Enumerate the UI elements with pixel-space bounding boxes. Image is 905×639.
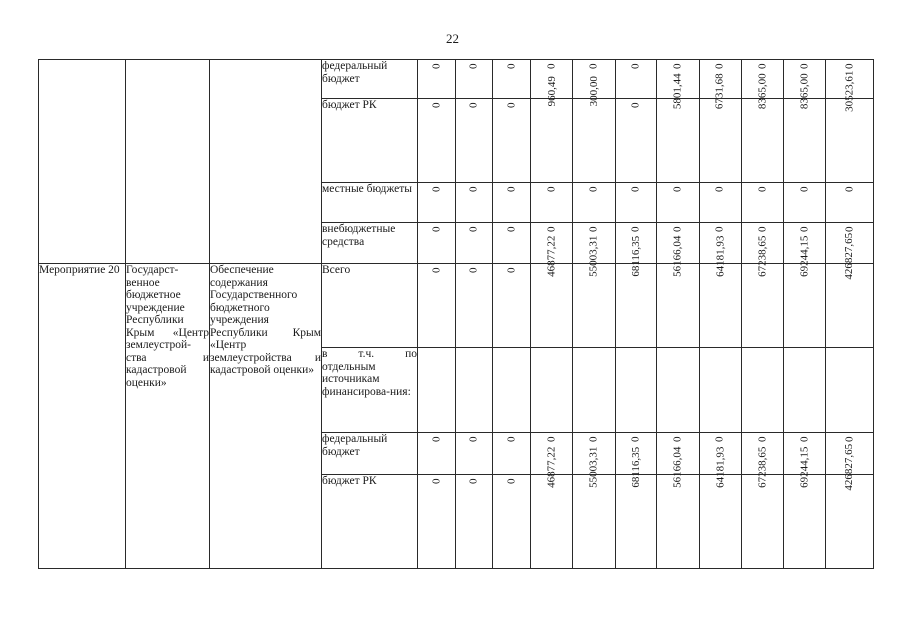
amount-cell (456, 348, 493, 433)
amount-cell (784, 73, 826, 183)
amount-value: 0 (545, 226, 558, 232)
amount-cell (615, 60, 657, 99)
amount-value: 55003,31 (587, 235, 600, 277)
funding-source-cell: федеральный бюджет (322, 433, 418, 475)
amount-cell (493, 433, 531, 475)
amount-value: 0 (671, 226, 684, 232)
amount-value: 0 (671, 63, 684, 69)
amount-value: 0 (798, 226, 811, 232)
amount-value: 0 (713, 436, 726, 442)
amount-value: 0 (843, 63, 856, 69)
amount-value: 426827,65 (843, 232, 856, 280)
amount-cell (531, 446, 573, 569)
amount-value: 0 (430, 267, 443, 273)
amount-cell (418, 264, 456, 348)
amount-value: 0 (843, 436, 856, 442)
amount-cell (741, 446, 783, 569)
amount-value: 0 (545, 186, 558, 192)
amount-cell (615, 99, 657, 183)
amount-cell (826, 70, 874, 183)
amount-cell (784, 235, 826, 348)
amount-value: 0 (843, 186, 856, 192)
amount-cell (615, 183, 657, 223)
amount-value: 0 (505, 102, 518, 108)
amount-cell (784, 348, 826, 433)
amount-value: 0 (430, 63, 443, 69)
amount-cell (493, 60, 531, 99)
amount-value: 68116,35 (629, 235, 642, 277)
previous-event-number-cell (39, 60, 126, 264)
table-row (39, 60, 874, 99)
amount-cell (699, 348, 741, 433)
amount-value: 55003,31 (587, 446, 600, 488)
amount-value: 0 (671, 436, 684, 442)
amount-value: 0 (629, 436, 642, 442)
amount-value: 0 (467, 63, 480, 69)
amount-value: 0 (467, 436, 480, 442)
amount-value: 46877,22 (545, 446, 558, 488)
amount-value: 0 (629, 63, 642, 69)
amount-value: 0 (430, 436, 443, 442)
amount-cell (741, 183, 783, 223)
amount-value: 0 (798, 436, 811, 442)
amount-value: 64181,93 (713, 446, 726, 488)
amount-cell (493, 183, 531, 223)
amount-cell (657, 183, 699, 223)
amount-value: 0 (798, 186, 811, 192)
amount-cell (493, 475, 531, 569)
amount-value: 0 (505, 436, 518, 442)
amount-value: 5801,44 (671, 73, 684, 110)
funding-source-cell: бюджет РК (322, 475, 418, 569)
amount-value: 0 (756, 186, 769, 192)
funding-source-cell: местные бюджеты (322, 183, 418, 223)
amount-value: 30523,61 (843, 70, 856, 112)
amount-cell (657, 235, 699, 348)
amount-cell (699, 235, 741, 348)
amount-cell (531, 183, 573, 223)
amount-value: 960,49 (545, 76, 558, 107)
funding-source-cell: в т.ч. по отдельным источникам финансирова-ния: (322, 348, 418, 433)
funding-source-cell: Всего (322, 264, 418, 348)
funding-source-cell: внебюджетные средства (322, 223, 418, 264)
amount-cell (573, 183, 615, 223)
amount-value: 69244,15 (798, 446, 811, 488)
amount-cell (531, 76, 573, 183)
amount-value: 0 (671, 186, 684, 192)
amount-cell (741, 235, 783, 348)
amount-cell (493, 223, 531, 264)
amount-value: 0 (587, 186, 600, 192)
amount-value: 426827,65 (843, 443, 856, 491)
amount-cell (418, 99, 456, 183)
amount-value: 0 (505, 63, 518, 69)
amount-value: 0 (756, 436, 769, 442)
amount-value: 0 (467, 102, 480, 108)
page-number: 22 (446, 31, 459, 46)
amount-value: 68116,35 (629, 446, 642, 488)
amount-cell (456, 433, 493, 475)
amount-value: 6731,68 (713, 73, 726, 110)
amount-value: 0 (467, 267, 480, 273)
amount-cell (699, 446, 741, 569)
amount-value: 0 (587, 436, 600, 442)
amount-value: 56166,04 (671, 235, 684, 277)
amount-cell (418, 433, 456, 475)
amount-value: 300,00 (587, 76, 600, 107)
amount-cell (531, 235, 573, 348)
amount-value: 0 (713, 186, 726, 192)
amount-cell (615, 348, 657, 433)
amount-value: 0 (843, 226, 856, 232)
event-title-cell: Обеспечение содержания Государственного бюджетного учреждения Республики Крым «Центр землеустройства и кадастровой оценки» (210, 264, 322, 569)
amount-value: 8365,00 (756, 73, 769, 110)
amount-cell (531, 348, 573, 433)
amount-cell (826, 232, 874, 348)
amount-value: 0 (629, 186, 642, 192)
amount-cell (826, 348, 874, 433)
amount-value: 0 (467, 478, 480, 484)
amount-value: 0 (629, 102, 642, 108)
amount-cell (741, 73, 783, 183)
amount-value: 0 (505, 186, 518, 192)
amount-value: 0 (505, 267, 518, 273)
amount-value: 0 (713, 63, 726, 69)
amount-cell (418, 475, 456, 569)
amount-cell (741, 348, 783, 433)
amount-value: 67238,65 (756, 446, 769, 488)
amount-value: 0 (545, 63, 558, 69)
amount-cell (493, 348, 531, 433)
funding-source-cell: федеральный бюджет (322, 60, 418, 99)
amount-cell (699, 183, 741, 223)
amount-value: 0 (505, 478, 518, 484)
amount-value: 69244,15 (798, 235, 811, 277)
amount-cell (573, 235, 615, 348)
previous-executor-cell (126, 60, 210, 264)
amount-value: 0 (629, 226, 642, 232)
amount-cell (493, 99, 531, 183)
amount-value: 0 (798, 63, 811, 69)
amount-cell (657, 73, 699, 183)
amount-cell (493, 264, 531, 348)
amount-cell (573, 446, 615, 569)
amount-cell (826, 443, 874, 569)
amount-cell (615, 235, 657, 348)
amount-cell (657, 446, 699, 569)
amount-value: 0 (756, 226, 769, 232)
amount-cell (418, 223, 456, 264)
amount-cell (418, 348, 456, 433)
amount-cell (573, 76, 615, 183)
amount-cell (784, 183, 826, 223)
amount-cell (826, 183, 874, 223)
amount-cell (615, 446, 657, 569)
amount-value: 0 (430, 478, 443, 484)
amount-value: 0 (587, 226, 600, 232)
amount-value: 0 (756, 63, 769, 69)
amount-cell (456, 183, 493, 223)
amount-cell (657, 348, 699, 433)
amount-cell (456, 264, 493, 348)
amount-cell (699, 73, 741, 183)
amount-value: 56166,04 (671, 446, 684, 488)
amount-cell (456, 60, 493, 99)
amount-cell (456, 223, 493, 264)
amount-value: 0 (467, 226, 480, 232)
event-executor-cell: Государст-венное бюджетное учреждение Республики Крым «Центр землеустрой-ства и кадастровой оценки» (126, 264, 210, 569)
amount-cell (456, 475, 493, 569)
amount-value: 0 (587, 63, 600, 69)
amount-value: 64181,93 (713, 235, 726, 277)
amount-cell (573, 348, 615, 433)
amount-value: 0 (713, 226, 726, 232)
amount-value: 0 (430, 102, 443, 108)
amount-value: 0 (545, 436, 558, 442)
amount-value: 0 (430, 226, 443, 232)
amount-value: 0 (505, 226, 518, 232)
funding-table (38, 59, 874, 569)
amount-value: 0 (430, 186, 443, 192)
amount-value: 46877,22 (545, 235, 558, 277)
amount-value: 8365,00 (798, 73, 811, 110)
amount-cell (418, 183, 456, 223)
table-row (39, 264, 874, 348)
amount-value: 0 (467, 186, 480, 192)
amount-cell (784, 446, 826, 569)
funding-source-cell: бюджет РК (322, 99, 418, 183)
amount-value: 67238,65 (756, 235, 769, 277)
previous-event-title-cell (210, 60, 322, 264)
amount-cell (456, 99, 493, 183)
event-number-cell: Мероприятие 20 (39, 264, 126, 569)
amount-cell (418, 60, 456, 99)
